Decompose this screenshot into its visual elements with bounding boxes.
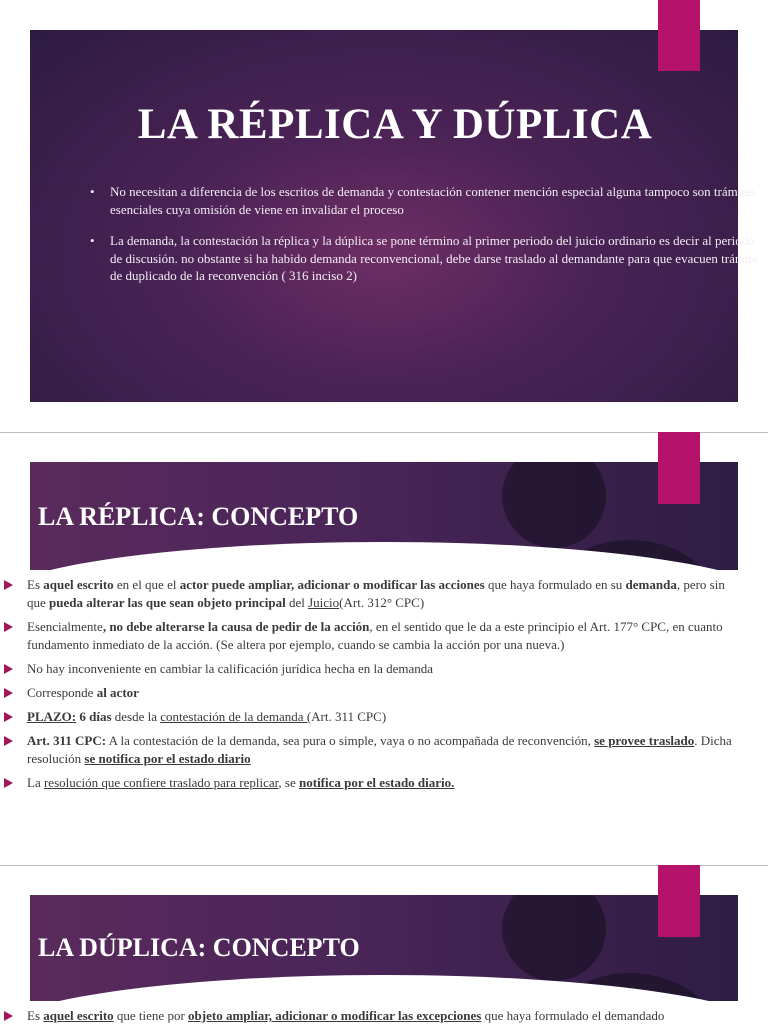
list-item [90,183,760,218]
triangle-bullet-icon [4,778,13,788]
triangle-bullet-icon [4,712,13,722]
list-item [4,774,744,792]
list-item [4,1007,744,1025]
list-item-text: Art. 311 CPC: A la contestación de la demanda, sea pura o simple, vaya o no acompañada de reconvención, se provee traslado. Dicha resolución se notifica por el estado diario [27,733,732,766]
slide-2-title: LA RÉPLICA: CONCEPTO [38,502,359,531]
slide-3-accent-bar [658,865,700,937]
bullet-text: La demanda, la contestación la réplica y la dúplica se pone término al primer periodo del juicio ordinario es decir al periodo de discusión. no obstante si ha habido demanda reconvencional, debe darse traslado al demandante para que evacuen trámite de duplicado de la reconvención ( 316 inciso 2) [110,233,758,283]
list-item [90,232,760,285]
list-item [4,618,744,654]
decorative-circle [502,895,606,981]
list-item [4,708,744,726]
slide-1-bullet-list [90,183,760,299]
list-item [4,576,744,612]
list-item [4,684,744,702]
triangle-bullet-icon [4,1011,13,1021]
bullet-icon: • [90,184,95,199]
list-item-text: PLAZO: 6 días desde la contestación de la demanda (Art. 311 CPC) [27,709,387,724]
list-item [4,660,744,678]
slide-2-header-band [30,462,738,570]
list-item-text: Es aquel escrito que tiene por objeto ampliar, adicionar o modificar las excepciones que haya formulado el demandado [27,1008,665,1023]
bullet-text: No necesitan a diferencia de los escritos de demanda y contestación contener mención especial alguna tampoco son trámites esenciales cuya omisión de viene en invalidar el proceso [110,184,756,217]
slide-3-title: LA DÚPLICA: CONCEPTO [38,933,360,962]
slide-2-bullet-list [4,576,744,798]
triangle-bullet-icon [4,688,13,698]
list-item-text: No hay inconveniente en cambiar la calificación jurídica hecha en la demanda [27,661,434,676]
list-item-text: Corresponde al actor [27,685,139,700]
bullet-icon: • [90,233,95,248]
list-item [4,732,744,768]
slide-2-accent-bar [658,432,700,504]
decorative-circle [502,462,606,548]
slide-1 [30,30,758,402]
list-item-text: La resolución que confiere traslado para replicar, se notifica por el estado diario. [27,775,455,790]
slide-1-accent-bar [658,0,700,71]
slide-1-title: LA RÉPLICA Y DÚPLICA [137,101,653,148]
slide-divider [0,432,768,433]
triangle-bullet-icon [4,664,13,674]
slide-3-bullet-list [4,1007,744,1031]
list-item-text: Esencialmente, no debe alterarse la causa de pedir de la acción, en el sentido que le da a este principio el Art. 177° CPC, en cuanto fundamento inmediato de la acción. (Se altera por ejemplo, cuando se cambia la acción por una nueva.) [27,619,723,652]
triangle-bullet-icon [4,580,13,590]
slide-divider [0,865,768,866]
slide-3-header-band [30,895,738,1001]
triangle-bullet-icon [4,736,13,746]
triangle-bullet-icon [4,622,13,632]
list-item-text: Es aquel escrito en el que el actor puede ampliar, adicionar o modificar las acciones que haya formulado en su demanda, pero sin que pueda alterar las que sean objeto principal del Juicio(Art. 312° CPC) [27,577,725,610]
